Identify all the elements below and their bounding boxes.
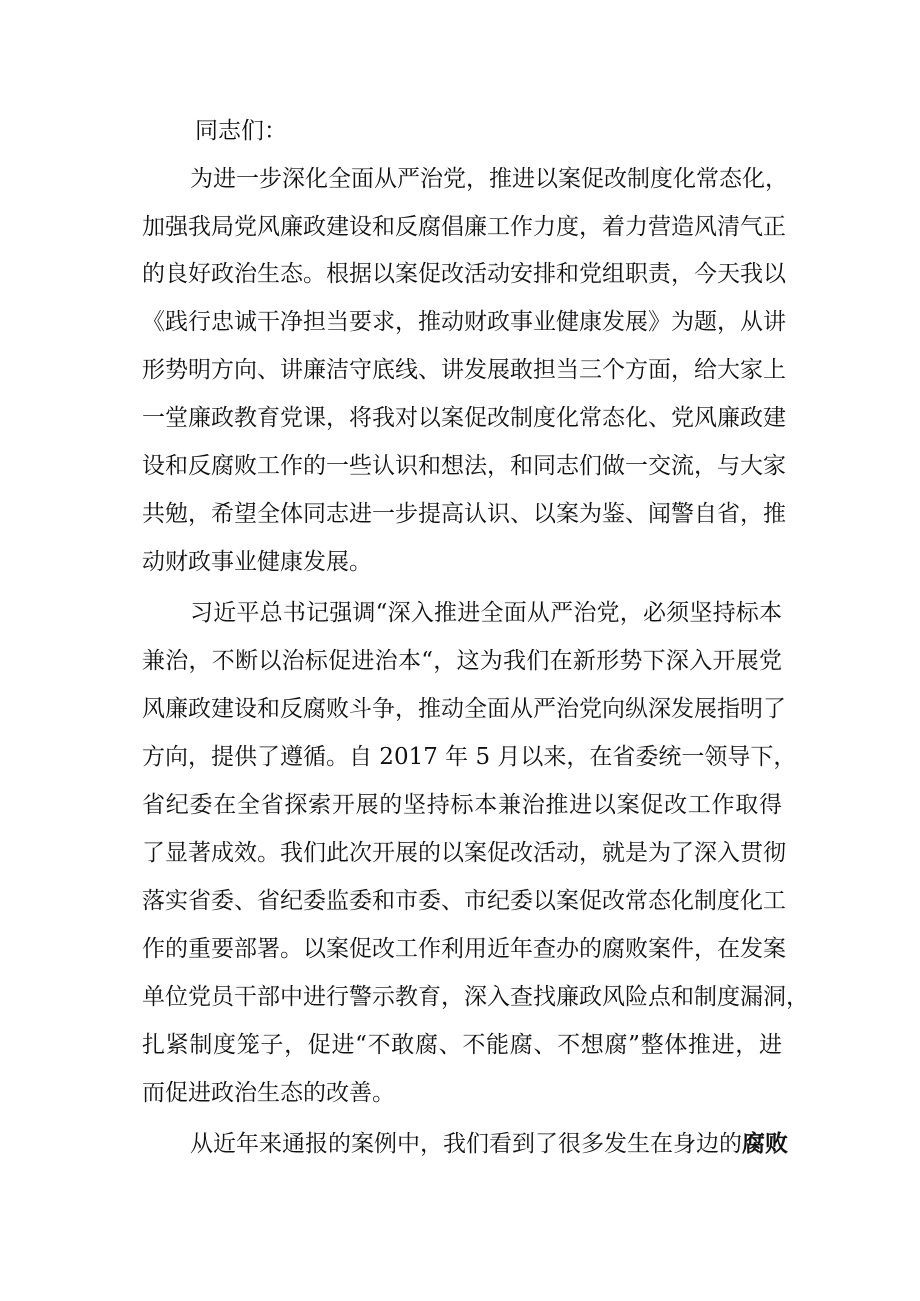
paragraph-line: 一堂廉政教育党课，将我对以案促改制度化常态化、党风廉政建 bbox=[142, 405, 786, 431]
paragraph-line: 了显著成效。我们此次开展的以案促改活动，就是为了深入贯彻 bbox=[142, 840, 786, 866]
salutation: 同志们： bbox=[195, 118, 287, 144]
paragraph-line: 动财政事业健康发展。 bbox=[142, 549, 372, 575]
paragraph-line: 兼治，不断以治标促进治本“，这为我们在新形势下深入开展党 bbox=[142, 648, 782, 674]
paragraph-line: 的良好政治生态。根据以案促改活动安排和党组职责，今天我以 bbox=[142, 261, 786, 287]
paragraph-line: 省纪委在全省探索开展的坚持标本兼治推进以案促改工作取得 bbox=[142, 792, 782, 818]
paragraph-line: 而促进政治生态的改善。 bbox=[142, 1080, 395, 1106]
paragraph-line: 单位党员干部中进行警示教育，深入查找廉政风险点和制度漏洞， bbox=[142, 984, 809, 1010]
paragraph-line: 方向，提供了遵循。自 2017 年 5 月以来，在省委统一领导下， bbox=[142, 744, 797, 770]
paragraph-line: 风廉政建设和反腐败斗争，推动全面从严治党向纵深发展指明了 bbox=[142, 696, 786, 722]
paragraph-line: 加强我局党风廉政建设和反腐倡廉工作力度，着力营造风清气正 bbox=[142, 214, 786, 240]
paragraph-line: 作的重要部署。以案促改工作利用近年查办的腐败案件，在发案 bbox=[142, 936, 786, 962]
bold-text: 腐败 bbox=[742, 1130, 788, 1157]
paragraph-line: 扎紧制度笼子，促进“不敢腐、不能腐、不想腐”整体推进，进 bbox=[142, 1032, 782, 1058]
paragraph-line: 落实省委、省纪委监委和市委、市纪委以案促改常态化制度化工 bbox=[142, 888, 786, 914]
paragraph-line: 形势明方向、讲廉洁守底线、讲发展敢担当三个方面，给大家上 bbox=[142, 357, 786, 383]
paragraph-text: 从近年来通报的案例中，我们看到了很多发生在身边的 bbox=[190, 1131, 742, 1157]
paragraph-line: 设和反腐败工作的一些认识和想法，和同志们做一交流，与大家 bbox=[142, 453, 786, 479]
paragraph-line: 共勉，希望全体同志进一步提高认识、以案为鉴、闻警自省，推 bbox=[142, 501, 786, 527]
paragraph-line-last bbox=[190, 1129, 788, 1159]
paragraph-line: 为进一步深化全面从严治党，推进以案促改制度化常态化， bbox=[190, 166, 788, 192]
paragraph-line: 《践行忠诚干净担当要求，推动财政事业健康发展》为题，从讲 bbox=[142, 309, 786, 335]
paragraph-line: 习近平总书记强调“深入推进全面从严治党，必须坚持标本 bbox=[190, 600, 782, 626]
